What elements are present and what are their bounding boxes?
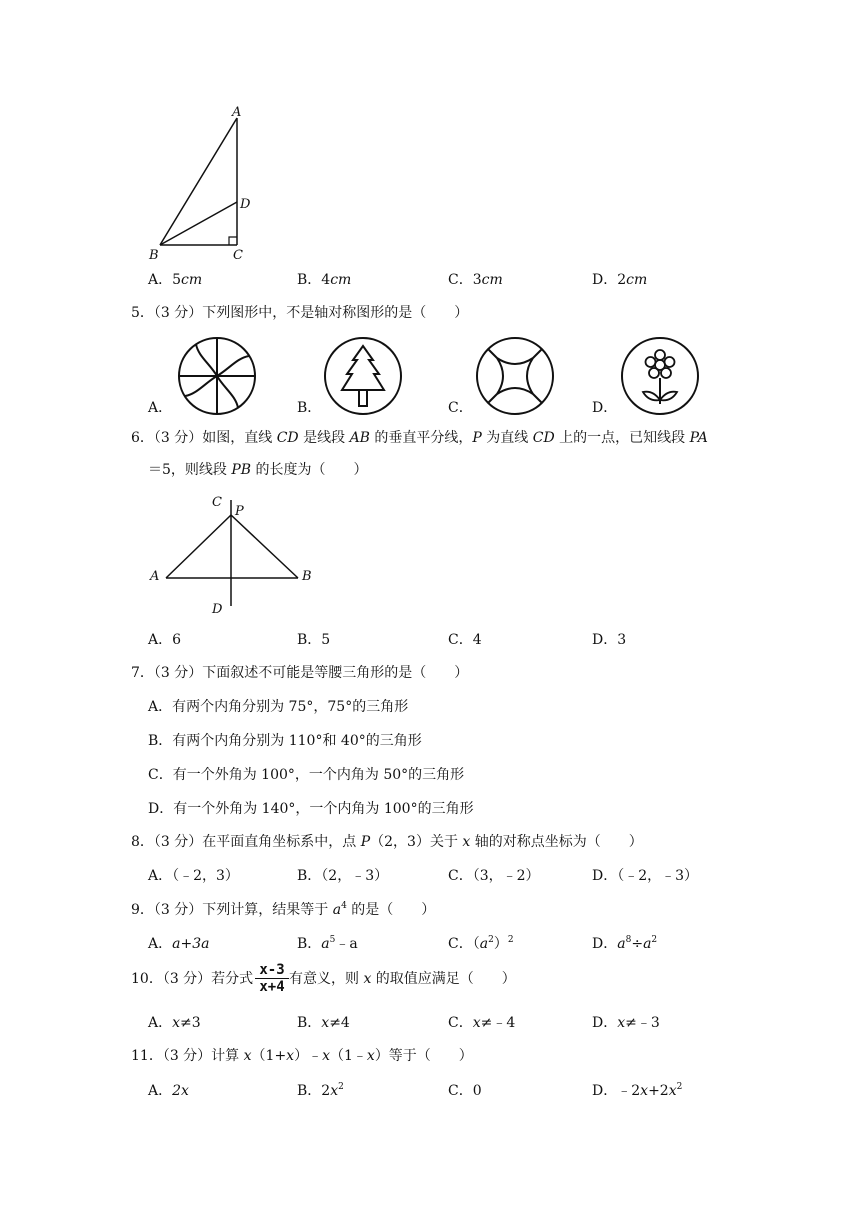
- q6-label-a: A: [150, 569, 160, 584]
- concave-square-icon: [474, 336, 556, 416]
- pine-tree-icon: [322, 336, 404, 416]
- q8-option-c[interactable]: C．（3，﹣2）: [448, 868, 540, 884]
- q9-option-b[interactable]: B．$a^5﹣a$: [297, 935, 358, 952]
- q7-option-c[interactable]: C．有一个外角为 100°，一个内角为 50°的三角形: [148, 767, 465, 783]
- q7-option-d[interactable]: D．有一个外角为 140°，一个内角为 100°的三角形: [148, 801, 474, 817]
- q6-label-d: D: [212, 602, 223, 617]
- q7-stem: 7．（3 分）下面叙述不可能是等腰三角形的是（ ）: [131, 665, 469, 681]
- q10-fraction-numerator: x-3: [255, 962, 289, 979]
- q6-label-p: P: [235, 504, 244, 519]
- q5-option-a[interactable]: A．: [148, 400, 173, 416]
- q10-option-a[interactable]: A．x≠3: [148, 1015, 201, 1031]
- q11-option-a[interactable]: A．2x: [148, 1083, 189, 1099]
- q5-stem: 5．（3 分）下列图形中，不是轴对称图形的是（ ）: [131, 305, 469, 321]
- q4-label-b: B: [149, 248, 159, 263]
- q6-perpendicular-bisector-figure: [140, 488, 330, 618]
- q8-option-d[interactable]: D．（﹣2，﹣3）: [592, 868, 699, 884]
- q4-triangle-figure: [140, 100, 270, 270]
- q9-option-c[interactable]: C．$(a^2)^2$: [448, 935, 514, 952]
- q6-stem-line2: ＝5，则线段 PB 的长度为（ ）: [148, 462, 368, 478]
- q5-option-d[interactable]: D．: [592, 400, 618, 416]
- q6-option-a[interactable]: A．6: [148, 632, 182, 648]
- q6-stem-line1: 6．（3 分）如图，直线 CD 是线段 AB 的垂直平分线，P 为直线 CD 上的一点，已知线段 PA: [131, 430, 708, 446]
- q10-stem-prefix: 10．（3 分）若分式: [131, 971, 254, 987]
- q9-stem: 9．（3 分）下列计算，结果等于 $a^4$ 的是（ ）: [131, 901, 436, 918]
- flower-icon: [619, 336, 701, 416]
- q4-option-c[interactable]: C．3cm: [448, 272, 503, 288]
- q4-label-c: C: [233, 248, 243, 263]
- q11-option-b[interactable]: B．$2x^2$: [297, 1082, 344, 1099]
- q11-stem: 11．（3 分）计算 x（1+x）﹣x（1﹣x）等于（ ）: [131, 1048, 473, 1064]
- q4-option-d[interactable]: D．2cm: [592, 272, 648, 288]
- q10-option-b[interactable]: B．x≠4: [297, 1015, 350, 1031]
- q8-option-b[interactable]: B．（2，﹣3）: [297, 868, 389, 884]
- q4-option-a[interactable]: A．5cm: [148, 272, 203, 288]
- q8-option-a[interactable]: A．（﹣2，3）: [148, 868, 239, 884]
- q9-option-a[interactable]: A．a+3a: [148, 936, 210, 952]
- q5-option-c[interactable]: C．: [448, 400, 473, 416]
- q10-option-d[interactable]: D．x≠﹣3: [592, 1015, 660, 1031]
- q6-option-d[interactable]: D．3: [592, 632, 627, 648]
- q9-option-d[interactable]: D．$a^8\div a^2$: [592, 935, 658, 952]
- q4-label-d: D: [240, 197, 251, 212]
- q6-option-b[interactable]: B．5: [297, 632, 331, 648]
- q7-option-a[interactable]: A．有两个内角分别为 75°，75°的三角形: [148, 699, 409, 715]
- q10-stem-suffix: 有意义，则 x 的取值应满足（ ）: [289, 971, 516, 987]
- q4-option-b[interactable]: B．4cm: [297, 272, 352, 288]
- q10-option-c[interactable]: C．x≠﹣4: [448, 1015, 516, 1031]
- q5-option-b[interactable]: B．: [297, 400, 322, 416]
- q6-option-c[interactable]: C．4: [448, 632, 482, 648]
- q4-label-a: A: [232, 105, 242, 120]
- q11-option-c[interactable]: C．0: [448, 1083, 482, 1099]
- q8-stem: 8．（3 分）在平面直角坐标系中，点 P（2，3）关于 x 轴的对称点坐标为（ ）: [131, 834, 643, 850]
- q10-fraction: [255, 962, 289, 995]
- q11-option-d[interactable]: D．$﹣2x+2x^2$: [592, 1082, 683, 1099]
- pinwheel-icon: [176, 336, 258, 416]
- q10-fraction-denominator: x+4: [259, 979, 285, 995]
- q6-label-c: C: [212, 495, 222, 510]
- q7-option-b[interactable]: B．有两个内角分别为 110°和 40°的三角形: [148, 733, 422, 749]
- q6-label-b: B: [302, 569, 312, 584]
